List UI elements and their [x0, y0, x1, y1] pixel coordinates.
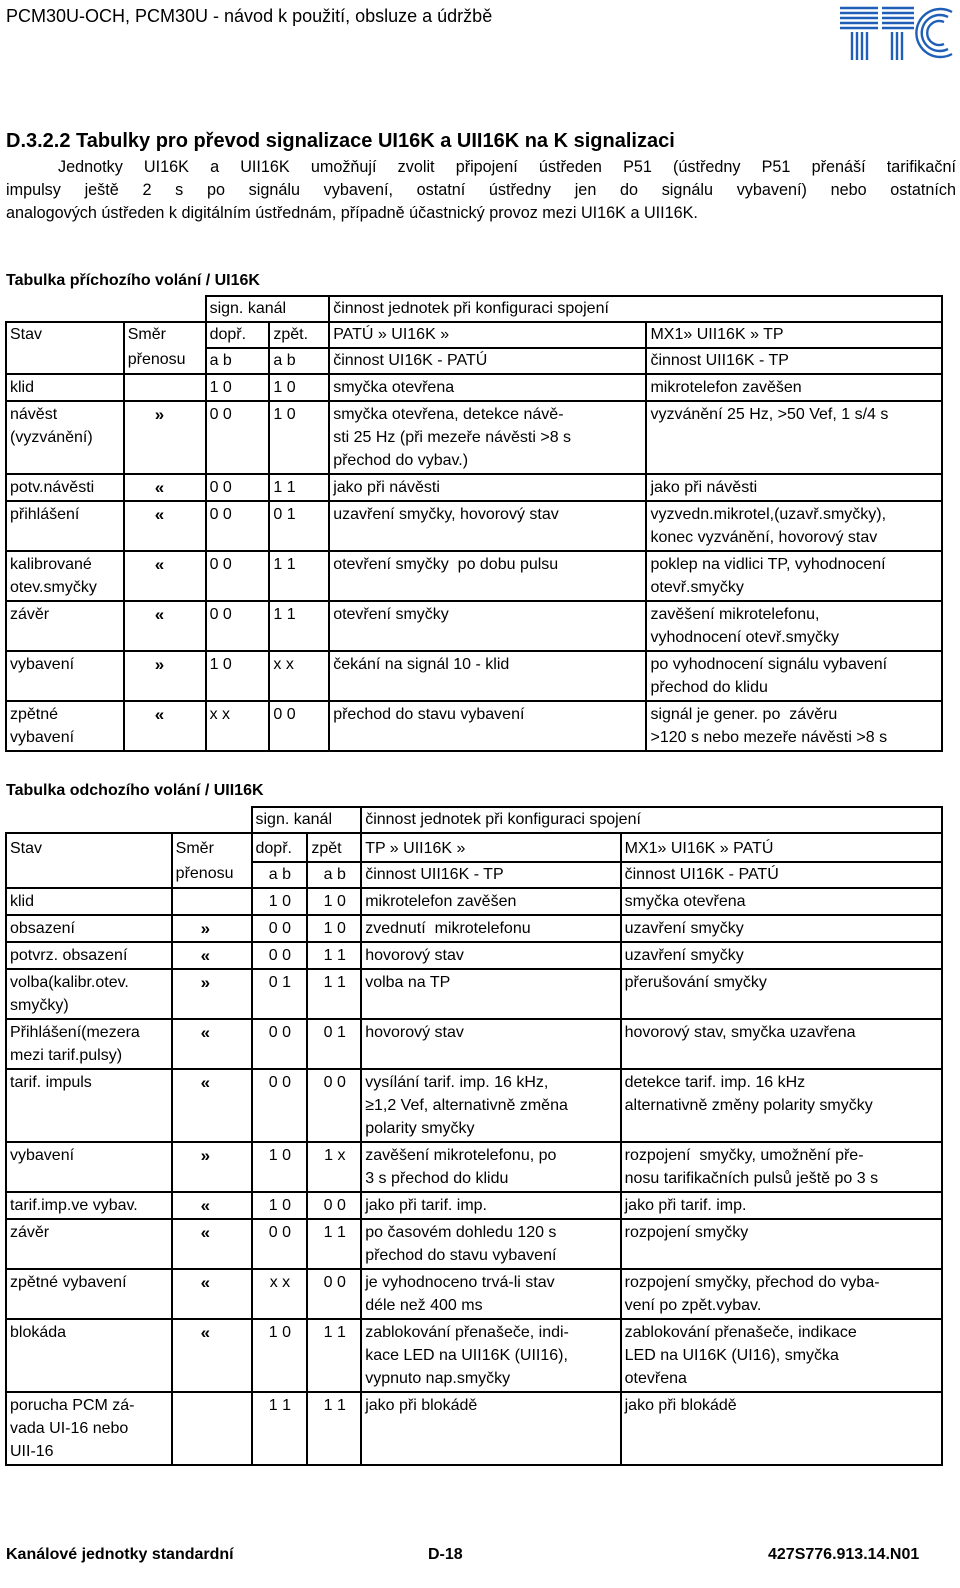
direction-cell: » [124, 401, 206, 474]
activity-cell: jako při návěsti [646, 474, 942, 501]
forward-signal-cell: 0 0 [252, 1069, 308, 1142]
table-row [6, 651, 942, 701]
activity-cell: po vyhodnocení signálu vybavení přechod do klidu [646, 651, 942, 701]
intro-line: Jednotky UI16K a UII16K umožňují zvolit připojení ústředen P51 (ústředny P51 přenáší tarifikační [58, 158, 956, 176]
forward-signal-cell: 0 0 [252, 1219, 308, 1269]
activity-cell: signál je gener. po závěru >120 s nebo mezeře návěsti >8 s [646, 701, 942, 751]
direction-cell [172, 888, 252, 915]
state-cell: přihlášení [6, 501, 124, 551]
cinnost-header: činnost jednotek při konfiguraci spojení [361, 807, 942, 833]
direction-cell: » [172, 969, 252, 1019]
forward-signal-cell: 1 0 [252, 1192, 308, 1219]
forward-signal-cell: 1 0 [252, 1142, 308, 1192]
zpet-header: zpět [307, 833, 361, 862]
config-header-2: MX1» UI16K » PATÚ [621, 833, 942, 862]
sign-kanal-header: sign. kanál [206, 296, 330, 322]
direction-cell: « [124, 701, 206, 751]
direction-cell [172, 1392, 252, 1465]
intro-paragraph [6, 156, 956, 225]
backward-signal-cell: 1 1 [307, 1392, 361, 1465]
activity-cell: poklep na vidlici TP, vyhodnocení otevř.smyčky [646, 551, 942, 601]
incoming-call-table [5, 295, 943, 752]
table-row [6, 601, 942, 651]
direction-cell: « [124, 501, 206, 551]
activity-cell: detekce tarif. imp. 16 kHz alternativně změny polarity smyčky [621, 1069, 942, 1142]
direction-cell: « [172, 1319, 252, 1392]
activity-cell: hovorový stav [361, 942, 620, 969]
table-row [6, 969, 942, 1019]
state-cell: potv.návěsti [6, 474, 124, 501]
footer-document-code: 427S776.913.14.N01 [768, 1546, 920, 1563]
intro-line: analogových ústředen k digitálním ústřednám, případně účastnický provoz mezi UI16K a UII16K. [6, 204, 698, 222]
backward-signal-cell: 1 1 [307, 1319, 361, 1392]
config-header-1: PATÚ » UI16K » [329, 322, 646, 348]
backward-signal-cell: 1 0 [307, 888, 361, 915]
activity-cell: smyčka otevřena [621, 888, 942, 915]
activity-cell: jako při blokádě [361, 1392, 620, 1465]
table-row [6, 1219, 942, 1269]
activity-cell: jako při tarif. imp. [621, 1192, 942, 1219]
state-cell: klid [6, 888, 172, 915]
section-title: Tabulky pro převod signalizace UI16K a UII16K na K signalizaci [76, 130, 675, 152]
section-heading [6, 130, 675, 153]
activity-cell: vysílání tarif. imp. 16 kHz, ≥1,2 Vef, alternativně změna polarity smyčky [361, 1069, 620, 1142]
state-cell: vybavení [6, 1142, 172, 1192]
table-row [6, 1192, 942, 1219]
table-row [6, 1142, 942, 1192]
sign-kanal-header: sign. kanál [252, 807, 362, 833]
table-caption: Tabulka odchozího volání / UII16K [6, 782, 264, 799]
activity-cell: uzavření smyčky, hovorový stav [329, 501, 646, 551]
activity-cell: hovorový stav [361, 1019, 620, 1069]
state-cell: vybavení [6, 651, 124, 701]
ab-header: a b [307, 862, 361, 888]
table-row [6, 1069, 942, 1142]
table-row [6, 551, 942, 601]
activity-cell: přechod do stavu vybavení [329, 701, 646, 751]
table-row [6, 474, 942, 501]
backward-signal-cell: 1 1 [269, 551, 329, 601]
table-row [6, 942, 942, 969]
direction-cell: « [172, 942, 252, 969]
state-cell: tarif.imp.ve vybav. [6, 1192, 172, 1219]
table-row [6, 401, 942, 474]
footer-left: Kanálové jednotky standardní [6, 1546, 234, 1563]
table-row [6, 1269, 942, 1319]
forward-signal-cell: 1 0 [252, 1319, 308, 1392]
direction-cell: « [172, 1019, 252, 1069]
activity-cell: jako při blokádě [621, 1392, 942, 1465]
forward-signal-cell: 1 0 [206, 374, 270, 401]
direction-cell: » [172, 915, 252, 942]
activity-cell: otevření smyčky po dobu pulsu [329, 551, 646, 601]
backward-signal-cell: 0 0 [307, 1269, 361, 1319]
ab-header: a b [252, 862, 308, 888]
activity-cell: hovorový stav, smyčka uzavřena [621, 1019, 942, 1069]
activity-cell: čekání na signál 10 - klid [329, 651, 646, 701]
activity-cell: uzavření smyčky [621, 915, 942, 942]
smer-header: Směr [124, 322, 206, 348]
table-caption: Tabulka příchozího volání / UI16K [6, 272, 260, 289]
stav-header: Stav [6, 833, 172, 862]
outgoing-call-table [5, 806, 943, 1466]
forward-signal-cell: 0 0 [252, 942, 308, 969]
ab-header: a b [206, 348, 270, 374]
table-row [6, 1319, 942, 1392]
activity-cell: jako při tarif. imp. [361, 1192, 620, 1219]
cinnost-sub-header: činnost UI16K - PATÚ [329, 348, 646, 374]
forward-signal-cell: 1 1 [252, 1392, 308, 1465]
backward-signal-cell: 0 0 [307, 1069, 361, 1142]
backward-signal-cell: 1 0 [269, 374, 329, 401]
forward-signal-cell: 0 0 [252, 915, 308, 942]
direction-cell: » [124, 651, 206, 701]
backward-signal-cell: 1 1 [269, 601, 329, 651]
backward-signal-cell: 1 1 [307, 969, 361, 1019]
direction-cell: « [172, 1219, 252, 1269]
document-header-title: PCM30U-OCH, PCM30U - návod k použití, obsluze a údržbě [6, 6, 493, 26]
backward-signal-cell: 0 1 [307, 1019, 361, 1069]
activity-cell: smyčka otevřena [329, 374, 646, 401]
direction-cell: « [172, 1269, 252, 1319]
forward-signal-cell: x x [206, 701, 270, 751]
state-cell: obsazení [6, 915, 172, 942]
state-cell: závěr [6, 1219, 172, 1269]
table-row [6, 1019, 942, 1069]
backward-signal-cell: 1 1 [307, 942, 361, 969]
ttc-logo-icon [838, 4, 956, 62]
ab-header: a b [269, 348, 329, 374]
state-cell: potvrz. obsazení [6, 942, 172, 969]
activity-cell: uzavření smyčky [621, 942, 942, 969]
activity-cell: mikrotelefon zavěšen [646, 374, 942, 401]
cinnost-sub-header: činnost UI16K - PATÚ [621, 862, 942, 888]
forward-signal-cell: 0 1 [252, 969, 308, 1019]
state-cell: volba(kalibr.otev. smyčky) [6, 969, 172, 1019]
backward-signal-cell: 1 0 [307, 915, 361, 942]
activity-cell: rozpojení smyčky, umožnění pře- nosu tarifikačních pulsů ještě po 3 s [621, 1142, 942, 1192]
table-row [6, 888, 942, 915]
table-row [6, 915, 942, 942]
forward-signal-cell: 1 0 [252, 888, 308, 915]
activity-cell: smyčka otevřena, detekce návě- sti 25 Hz (při mezeře návěsti >8 s přechod do vybav.) [329, 401, 646, 474]
activity-cell: rozpojení smyčky [621, 1219, 942, 1269]
activity-cell: vyzvánění 25 Hz, >50 Vef, 1 s/4 s [646, 401, 942, 474]
prenosu-header: přenosu [172, 862, 252, 888]
direction-cell: « [172, 1069, 252, 1142]
forward-signal-cell: 0 0 [252, 1019, 308, 1069]
forward-signal-cell: 0 0 [206, 401, 270, 474]
backward-signal-cell: 0 0 [307, 1192, 361, 1219]
backward-signal-cell: 1 1 [269, 474, 329, 501]
direction-cell: « [124, 601, 206, 651]
config-header-2: MX1» UII16K » TP [646, 322, 942, 348]
activity-cell: zvednutí mikrotelefonu [361, 915, 620, 942]
activity-cell: rozpojení smyčky, přechod do vyba- vení po zpět.vybav. [621, 1269, 942, 1319]
forward-signal-cell: 0 0 [206, 551, 270, 601]
forward-signal-cell: 1 0 [206, 651, 270, 701]
table-row [6, 501, 942, 551]
activity-cell: zavěšení mikrotelefonu, vyhodnocení otevř.smyčky [646, 601, 942, 651]
state-cell: tarif. impuls [6, 1069, 172, 1142]
activity-cell: volba na TP [361, 969, 620, 1019]
footer-page-number: D-18 [428, 1546, 463, 1563]
activity-cell: otevření smyčky [329, 601, 646, 651]
cinnost-sub-header: činnost UII16K - TP [361, 862, 620, 888]
zpet-header: zpět. [269, 322, 329, 348]
state-cell: návěst (vyzvánění) [6, 401, 124, 474]
forward-signal-cell: 0 0 [206, 501, 270, 551]
backward-signal-cell: 0 1 [269, 501, 329, 551]
state-cell: klid [6, 374, 124, 401]
state-cell: porucha PCM zá- vada UI-16 nebo UII-16 [6, 1392, 172, 1465]
direction-cell [124, 374, 206, 401]
table-row [6, 701, 942, 751]
forward-signal-cell: x x [252, 1269, 308, 1319]
intro-line: impulsy ještě 2 s po signálu vybavení, ostatní ústředny jen do signálu vybavení) nebo ostatních [6, 181, 956, 199]
activity-cell: jako při návěsti [329, 474, 646, 501]
state-cell: závěr [6, 601, 124, 651]
dopr-header: dopř. [206, 322, 270, 348]
direction-cell: « [172, 1192, 252, 1219]
config-header-1: TP » UII16K » [361, 833, 620, 862]
backward-signal-cell: 0 0 [269, 701, 329, 751]
state-cell: zpětné vybavení [6, 1269, 172, 1319]
activity-cell: přerušování smyčky [621, 969, 942, 1019]
table-row [6, 374, 942, 401]
state-cell: kalibrované otev.smyčky [6, 551, 124, 601]
smer-header: Směr [172, 833, 252, 862]
cinnost-sub-header: činnost UII16K - TP [646, 348, 942, 374]
direction-cell: « [124, 474, 206, 501]
activity-cell: po časovém dohledu 120 s přechod do stavu vybavení [361, 1219, 620, 1269]
activity-cell: zablokování přenašeče, indi- kace LED na UII16K (UII16), vypnuto nap.smyčky [361, 1319, 620, 1392]
backward-signal-cell: 1 x [307, 1142, 361, 1192]
direction-cell: » [172, 1142, 252, 1192]
state-cell: zpětné vybavení [6, 701, 124, 751]
cinnost-header: činnost jednotek při konfiguraci spojení [329, 296, 942, 322]
direction-cell: « [124, 551, 206, 601]
backward-signal-cell: 1 0 [269, 401, 329, 474]
dopr-header: dopř. [252, 833, 308, 862]
state-cell: blokáda [6, 1319, 172, 1392]
activity-cell: vyzvedn.mikrotel,(uzavř.smyčky), konec vyzvánění, hovorový stav [646, 501, 942, 551]
backward-signal-cell: x x [269, 651, 329, 701]
prenosu-header: přenosu [124, 348, 206, 374]
table-row [6, 1392, 942, 1465]
state-cell: Přihlášení(mezera mezi tarif.pulsy) [6, 1019, 172, 1069]
forward-signal-cell: 0 0 [206, 474, 270, 501]
forward-signal-cell: 0 0 [206, 601, 270, 651]
activity-cell: mikrotelefon zavěšen [361, 888, 620, 915]
activity-cell: je vyhodnoceno trvá-li stav déle než 400 ms [361, 1269, 620, 1319]
backward-signal-cell: 1 1 [307, 1219, 361, 1269]
activity-cell: zavěšení mikrotelefonu, po 3 s přechod do klidu [361, 1142, 620, 1192]
stav-header: Stav [6, 322, 124, 348]
activity-cell: zablokování přenašeče, indikace LED na UI16K (UI16), smyčka otevřena [621, 1319, 942, 1392]
section-number: D.3.2.2 [6, 130, 71, 152]
